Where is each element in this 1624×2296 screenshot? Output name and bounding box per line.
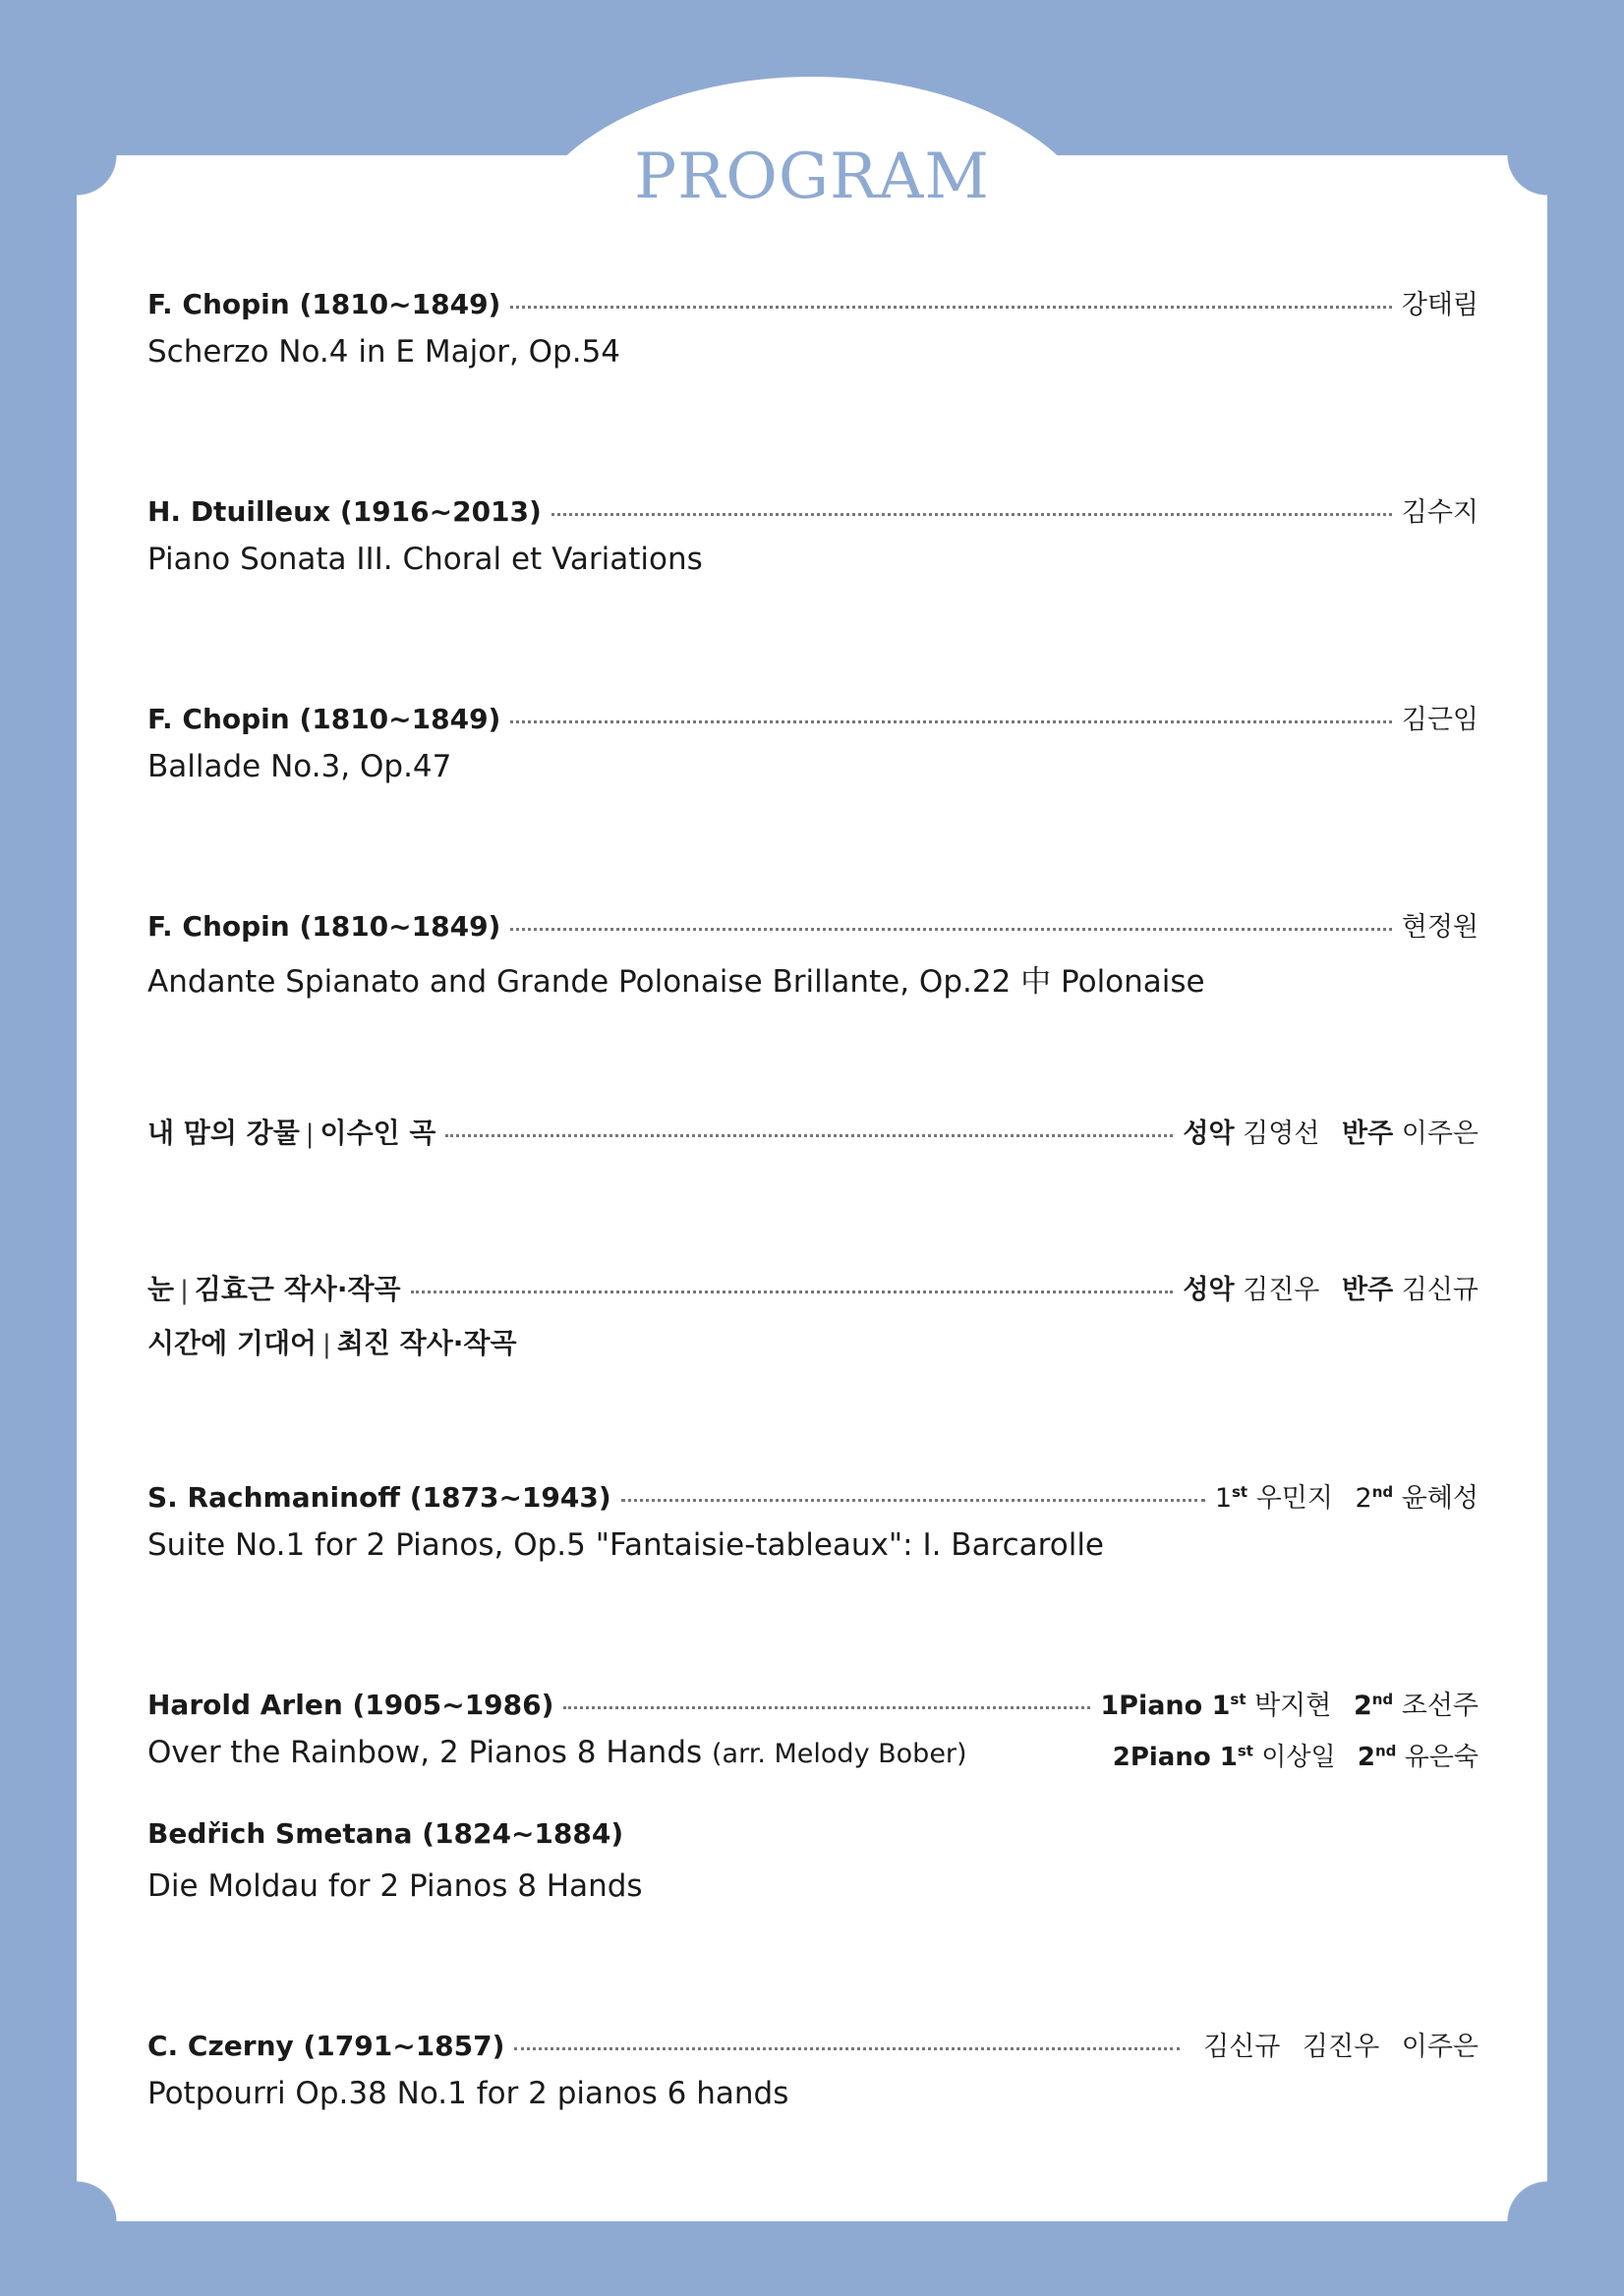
work-title: Piano Sonata III. Choral et Variations <box>147 542 703 577</box>
dot-leader <box>514 2046 1180 2050</box>
vocal-label: 성악 <box>1183 1275 1235 1305</box>
arranger: (arr. Melody Bober) <box>712 1739 967 1769</box>
work-title: Potpourri Op.38 No.1 for 2 pianos 6 hands <box>147 2076 789 2111</box>
vocalist: 김영선 <box>1243 1119 1320 1149</box>
program-item-header <box>147 490 1479 529</box>
composer: Bedřich Smetana (1824~1884) <box>147 1817 624 1850</box>
separator: | <box>322 1330 331 1359</box>
accompanist: 김신규 <box>1401 1275 1479 1305</box>
song-header <box>147 1268 1479 1307</box>
performers-piano2: 2Piano 1st 이상일 2nd 유은숙 <box>1112 1742 1479 1772</box>
program-card <box>77 155 1547 2221</box>
vocalist: 김진우 <box>1243 1275 1320 1305</box>
accompanist: 이주은 <box>1401 1119 1479 1149</box>
dot-leader <box>563 1705 1090 1709</box>
program-item-header <box>147 1684 1479 1722</box>
performers <box>1203 2025 1479 2063</box>
program-item-header <box>147 698 1479 736</box>
composer: S. Rachmaninoff (1873~1943) <box>147 1481 611 1514</box>
performers: 1st 우민지 2nd 윤혜성 <box>1214 1483 1479 1514</box>
separator: | <box>305 1119 315 1149</box>
composer: H. Dtuilleux (1916~2013) <box>147 495 542 528</box>
song-header <box>147 1112 1479 1151</box>
program-item-header <box>147 2025 1479 2063</box>
song-title: 시간에 기대어 <box>147 1327 318 1359</box>
composer: C. Czerny (1791~1857) <box>147 2030 505 2062</box>
dot-leader <box>510 927 1391 931</box>
dot-leader <box>510 305 1391 309</box>
accompanist-label: 반주 <box>1341 1119 1394 1149</box>
performer: 김진우 <box>1302 2032 1380 2062</box>
song-title: 내 맘의 강물 <box>147 1117 300 1149</box>
program-item-header <box>147 283 1479 321</box>
composer: F. Chopin (1810~1849) <box>147 910 501 943</box>
performer: 윤혜성 <box>1401 1483 1479 1514</box>
program-item-header <box>147 1476 1479 1515</box>
performer: 강태림 <box>1401 290 1479 320</box>
performers <box>1183 1112 1479 1150</box>
performer: 이상일 <box>1261 1743 1336 1772</box>
program-item-header <box>147 905 1479 944</box>
performers-piano1: 1Piano 1st 박지현 2nd 조선주 <box>1100 1691 1479 1721</box>
performer: 김수지 <box>1401 497 1479 528</box>
performer: 김신규 <box>1203 2032 1281 2062</box>
performer: 박지현 <box>1254 1691 1332 1721</box>
song-credit: 김효근 작사·작곡 <box>194 1273 401 1305</box>
composer: F. Chopin (1810~1849) <box>147 703 501 735</box>
dot-leader <box>411 1290 1174 1293</box>
performer: 조선주 <box>1401 1691 1479 1721</box>
song-header <box>147 1322 1479 1361</box>
performer: 우민지 <box>1255 1483 1333 1514</box>
page-title: PROGRAM <box>634 141 990 213</box>
composer: F. Chopin (1810~1849) <box>147 288 501 320</box>
work-title: Scherzo No.4 in E Major, Op.54 <box>147 334 621 370</box>
work-title: Over the Rainbow, 2 Pianos 8 Hands (arr. Melody Bober) <box>147 1735 967 1770</box>
composer: Harold Arlen (1905~1986) <box>147 1689 554 1721</box>
dot-leader <box>551 512 1392 516</box>
performer: 현정원 <box>1401 912 1479 943</box>
performers <box>1183 1268 1479 1306</box>
performer: 유은숙 <box>1404 1743 1479 1772</box>
work-title: Andante Spianato and Grande Polonaise Brillante, Op.22 中 Polonaise <box>147 964 1205 1000</box>
work-title: Suite No.1 for 2 Pianos, Op.5 "Fantaisie-tableaux": I. Barcarolle <box>147 1527 1105 1563</box>
work-title: Die Moldau for 2 Pianos 8 Hands <box>147 1868 643 1904</box>
performer: 이주은 <box>1401 2032 1479 2062</box>
performer: 김근임 <box>1401 705 1479 735</box>
program-item-header <box>147 1817 1479 1850</box>
song-title: 눈 <box>147 1273 175 1305</box>
song-credit: 이수인 곡 <box>319 1117 436 1149</box>
song-credit: 최진 작사·작곡 <box>336 1327 517 1359</box>
vocal-label: 성악 <box>1183 1119 1235 1149</box>
accompanist-label: 반주 <box>1341 1275 1394 1305</box>
dot-leader <box>621 1498 1205 1502</box>
work-title: Ballade No.3, Op.47 <box>147 749 452 784</box>
dot-leader <box>445 1133 1173 1137</box>
dot-leader <box>510 719 1391 723</box>
separator: | <box>180 1276 189 1305</box>
